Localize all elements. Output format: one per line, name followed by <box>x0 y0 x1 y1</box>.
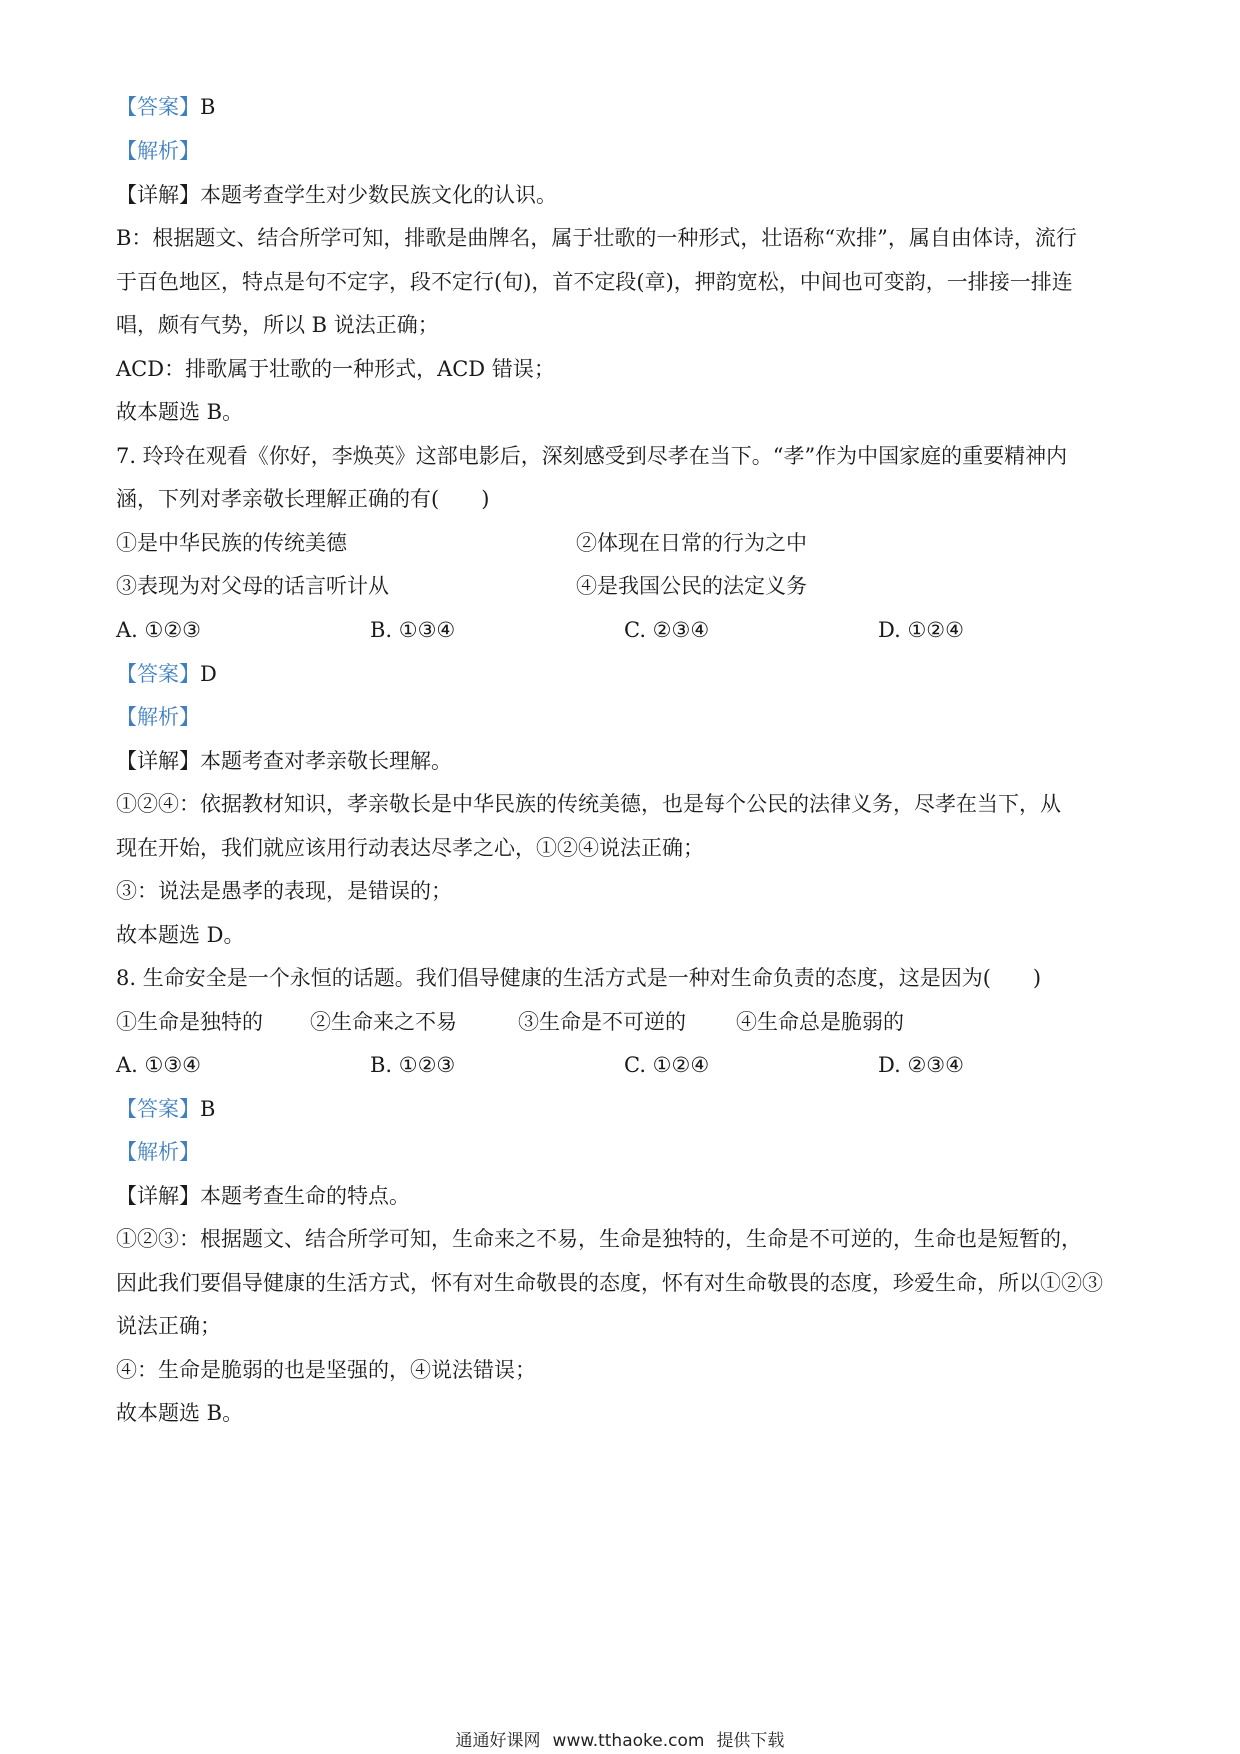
q8-answer-line <box>116 1094 215 1124</box>
footer-note: 提供下载 <box>716 1731 785 1751</box>
footer-url[interactable]: www.tthaoke.com <box>552 1731 705 1751</box>
q8-statement-4: ④生命总是脆弱的 <box>736 1010 904 1034</box>
q6-detail-line <box>116 180 557 210</box>
q8-statement-2: ②生命来之不易 <box>310 1010 457 1034</box>
q6-explanation-line-4: ACD：排歌属于壮歌的一种形式，ACD 错误； <box>116 357 555 381</box>
q6-explanation-line-2: 于百色地区，特点是句不定字，段不定行(旬)，首不定段(章)，押韵宽松，中间也可变韵，一排接一排连 <box>116 270 1073 294</box>
q8-statement-3: ③生命是不可逆的 <box>518 1010 686 1034</box>
q7-stem-line-1: 7. 玲玲在观看《你好，李焕英》这部电影后，深刻感受到尽孝在当下。“孝”作为中国家庭的重要精神内 <box>116 444 1068 468</box>
detail-intro: 本题考查学生对少数民族文化的认识。 <box>200 183 557 207</box>
q7-explanation-line-3: ③：说法是愚孝的表现，是错误的； <box>116 879 452 903</box>
q7-option-a: A. ①②③ <box>116 618 201 642</box>
q8-analysis-tag: 【解析】 <box>116 1140 200 1164</box>
footer-site-name: 通通好课网 <box>455 1731 541 1751</box>
q7-statement-4: ④是我国公民的法定义务 <box>576 574 807 598</box>
q8-option-d: D. ②③④ <box>878 1053 964 1077</box>
q8-detail-line <box>116 1181 410 1211</box>
q7-option-b: B. ①③④ <box>370 618 456 642</box>
q8-option-c: C. ①②④ <box>624 1053 710 1077</box>
q6-analysis-tag: 【解析】 <box>116 139 200 163</box>
q7-option-c: C. ②③④ <box>624 618 710 642</box>
q8-explanation-line-2: 因此我们要倡导健康的生活方式，怀有对生命敬畏的态度，怀有对生命敬畏的态度，珍爱生命，所以①②③ <box>116 1271 1103 1295</box>
q7-explanation-line-1: ①②④：依据教材知识，孝亲敬长是中华民族的传统美德，也是每个公民的法律义务，尽孝在当下，从 <box>116 792 1061 816</box>
q7-statement-2: ②体现在日常的行为之中 <box>576 531 807 555</box>
q7-explanation-line-2: 现在开始，我们就应该用行动表达尽孝之心，①②④说法正确； <box>116 836 704 860</box>
answer-tag: 【答案】 <box>116 95 200 119</box>
answer-value: D <box>200 662 217 686</box>
answer-tag: 【答案】 <box>116 662 200 686</box>
q7-conclusion: 故本题选 D。 <box>116 923 245 947</box>
q7-detail-line <box>116 746 452 776</box>
q8-stem-line-1: 8. 生命安全是一个永恒的话题。我们倡导健康的生活方式是一种对生命负责的态度，这是因为( ) <box>116 966 1042 990</box>
answer-tag: 【答案】 <box>116 1097 200 1121</box>
q8-statement-1: ①生命是独特的 <box>116 1010 263 1034</box>
q6-explanation-line-1: B：根据题文、结合所学可知，排歌是曲牌名，属于壮歌的一种形式，壮语称“欢排”，属自由体诗，流行 <box>116 226 1077 250</box>
answer-value: B <box>200 95 216 119</box>
detail-intro: 本题考查生命的特点。 <box>200 1184 410 1208</box>
q7-statement-3: ③表现为对父母的话言听计从 <box>116 574 389 598</box>
detail-tag: 【详解】 <box>116 749 200 773</box>
q7-stem-line-2: 涵，下列对孝亲敬长理解正确的有( ) <box>116 487 490 511</box>
detail-tag: 【详解】 <box>116 183 200 207</box>
page-footer <box>0 1726 1240 1751</box>
q8-option-a: A. ①③④ <box>116 1053 201 1077</box>
q6-explanation-line-3: 唱，颇有气势，所以 B 说法正确； <box>116 313 439 337</box>
q7-analysis-tag: 【解析】 <box>116 705 200 729</box>
q6-conclusion: 故本题选 B。 <box>116 400 244 424</box>
detail-tag: 【详解】 <box>116 1184 200 1208</box>
detail-intro: 本题考查对孝亲敬长理解。 <box>200 749 452 773</box>
answer-value: B <box>200 1097 216 1121</box>
q8-explanation-line-3: 说法正确； <box>116 1314 221 1338</box>
q8-conclusion: 故本题选 B。 <box>116 1401 244 1425</box>
q7-statement-1: ①是中华民族的传统美德 <box>116 531 347 555</box>
q8-option-b: B. ①②③ <box>370 1053 456 1077</box>
q8-explanation-line-1: ①②③：根据题文、结合所学可知，生命来之不易，生命是独特的，生命是不可逆的，生命也是短暂的， <box>116 1227 1082 1251</box>
q8-explanation-line-4: ④：生命是脆弱的也是坚强的，④说法错误； <box>116 1358 536 1382</box>
q7-answer-line <box>116 659 217 689</box>
q6-answer-line <box>116 92 215 122</box>
q7-option-d: D. ①②④ <box>878 618 964 642</box>
